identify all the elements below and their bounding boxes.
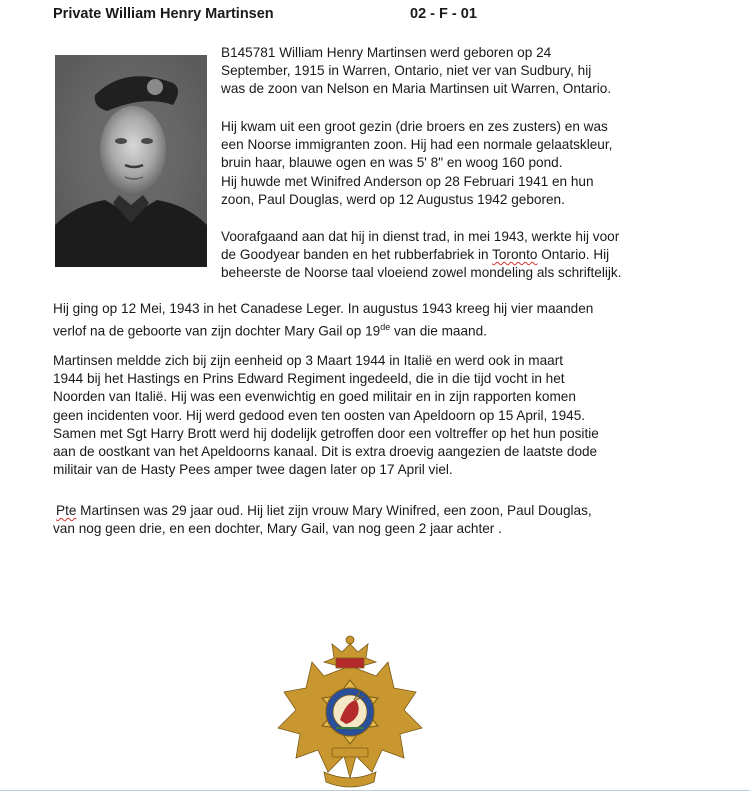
text-line: aan de oostkant van het Apeldoorns kanaal. Dit is extra droevig aangezien de laatste dode bbox=[53, 444, 598, 460]
text-line: Hij huwde met Winifred Anderson op 28 Februari 1941 en hun bbox=[221, 173, 594, 189]
biography-paragraph-birth bbox=[221, 44, 661, 99]
text-line: bruin haar, blauwe ogen en was 5' 8" en woog 160 pond. bbox=[221, 155, 563, 171]
text-line: was de zoon van Nelson en Maria Martinsen uit Warren, Ontario. bbox=[221, 81, 612, 97]
text-line: Hij kwam uit een groot gezin (drie broers en zes zusters) en was bbox=[221, 119, 608, 134]
text-line bbox=[53, 318, 673, 341]
text-line: Voorafgaand aan dat hij in dienst trad, in mei 1943, werkte hij voor bbox=[221, 229, 620, 244]
text-line: van nog geen drie, en een dochter, Mary Gail, van nog geen 2 jaar achter . bbox=[53, 521, 502, 537]
text-fragment: Ontario. Hij bbox=[537, 247, 610, 263]
page-bottom-border bbox=[0, 790, 750, 791]
text-line: 1944 bij het Hastings en Prins Edward Regiment ingedeeld, die in die tijd vocht in het bbox=[53, 371, 565, 387]
text-line: beheerste de Noorse taal vloeiend zowel mondeling als schriftelijk. bbox=[221, 265, 622, 281]
biography-paragraph-enlistment bbox=[53, 300, 673, 341]
text-line: militair van de Hasty Pees amper twee dagen later op 17 April viel. bbox=[53, 462, 453, 478]
text-line: geen incidenten voor. Hij werd gedood even ten oosten van Apeldoorn op 15 April, 1945. bbox=[53, 407, 586, 423]
text-line: een Noorse immigranten zoon. Hij had een normale gelaatskleur, bbox=[221, 137, 613, 153]
text-line bbox=[221, 246, 661, 264]
page-header-code: 02 - F - 01 bbox=[410, 6, 477, 22]
biography-paragraph-legacy bbox=[53, 502, 673, 538]
text-fragment: Martinsen was 29 jaar oud. Hij liet zijn vrouw Mary Winifred, een zoon, Paul Douglas, bbox=[76, 503, 592, 518]
text-line: Noorden van Italië. Hij was een evenwichtig en goed militair en in zijn rapporten komen bbox=[53, 389, 576, 405]
portrait-silhouette bbox=[55, 55, 207, 267]
biography-paragraph-service bbox=[53, 352, 673, 479]
biography-paragraph-work bbox=[221, 228, 661, 283]
text-fragment: de Goodyear banden en het rubberfabriek in bbox=[221, 247, 493, 263]
ordinal-superscript: de bbox=[380, 322, 391, 333]
text-line: Hij ging op 12 Mei, 1943 in het Canadese Leger. In augustus 1943 kreeg hij vier maanden bbox=[53, 301, 594, 316]
spellcheck-word: Pte bbox=[56, 503, 77, 518]
crest-graphic bbox=[276, 632, 424, 792]
text-line bbox=[53, 502, 673, 520]
regiment-crest-emblem bbox=[276, 632, 424, 792]
spellcheck-word: Toronto bbox=[492, 247, 538, 263]
text-fragment: verlof na de geboorte van zijn dochter Mary Gail op 19 bbox=[53, 323, 381, 339]
portrait-photo bbox=[55, 55, 207, 267]
biography-paragraph-family bbox=[221, 118, 661, 209]
text-fragment: van die maand. bbox=[390, 323, 487, 339]
text-line: Samen met Sgt Harry Brott werd hij dodelijk getroffen door een voltreffer op het hun positie bbox=[53, 425, 599, 441]
text-line: Martinsen meldde zich bij zijn eenheid op 3 Maart 1944 in Italië en werd ook in maart bbox=[53, 353, 564, 368]
text-line: zoon, Paul Douglas, werd op 12 Augustus 1942 geboren. bbox=[221, 191, 565, 207]
page-header-name: Private William Henry Martinsen bbox=[53, 6, 274, 22]
text-line: September, 1915 in Warren, Ontario, niet ver van Sudbury, hij bbox=[221, 63, 592, 79]
text-line: B145781 William Henry Martinsen werd geboren op 24 bbox=[221, 45, 552, 60]
